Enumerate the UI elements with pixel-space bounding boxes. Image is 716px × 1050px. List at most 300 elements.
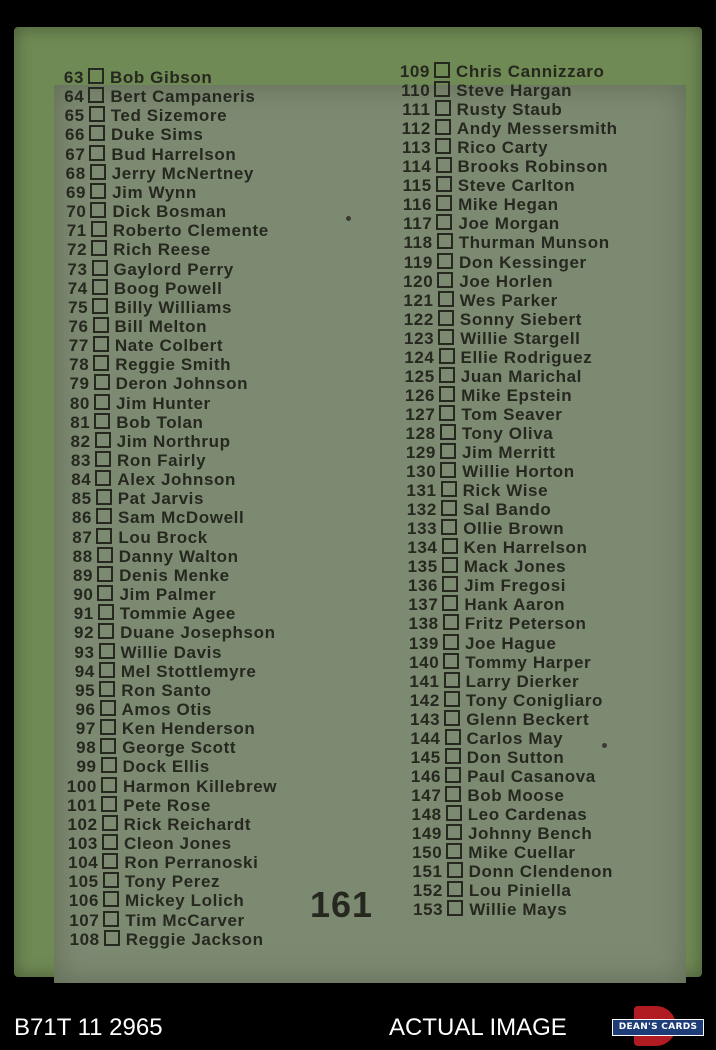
- checklist-row: [65, 757, 210, 776]
- checkbox-icon[interactable]: [100, 738, 116, 754]
- checkbox-icon[interactable]: [98, 604, 114, 620]
- checkbox-icon[interactable]: [438, 291, 454, 307]
- checkbox-icon[interactable]: [436, 214, 452, 230]
- card-num: 139: [408, 633, 439, 653]
- player-name: Bob Tolan: [116, 412, 204, 432]
- card-num: 88: [72, 546, 93, 566]
- player-name: Bob Moose: [467, 785, 565, 805]
- checkbox-icon[interactable]: [98, 623, 114, 639]
- checkbox-icon[interactable]: [95, 470, 111, 486]
- player-name: Joe Horlen: [459, 271, 554, 291]
- card-num: 115: [402, 176, 432, 196]
- checklist-row: [61, 547, 239, 566]
- card-num: 117: [403, 214, 433, 234]
- checklist-row: [52, 68, 212, 87]
- card-num: 98: [76, 738, 97, 758]
- player-name: Tommy Harper: [465, 652, 592, 672]
- checkbox-icon[interactable]: [435, 138, 451, 154]
- checkbox-icon[interactable]: [89, 106, 105, 122]
- card-num: 100: [66, 776, 97, 796]
- checkbox-icon[interactable]: [446, 824, 462, 840]
- checkbox-icon[interactable]: [443, 614, 459, 630]
- checkbox-icon[interactable]: [94, 394, 110, 410]
- player-name: Mel Stottlemyre: [120, 661, 257, 681]
- checkbox-icon[interactable]: [97, 566, 113, 582]
- player-name: Lou Brock: [118, 527, 208, 547]
- player-name: Reggie Smith: [115, 355, 232, 375]
- checkbox-icon[interactable]: [102, 834, 118, 850]
- player-name: Rico Carty: [457, 138, 549, 158]
- player-name: Jim Northrup: [116, 431, 231, 451]
- checklist-row: [399, 138, 548, 157]
- card-num: 148: [411, 804, 442, 824]
- card-num: 82: [70, 431, 91, 451]
- checklist-row: [402, 310, 582, 329]
- card-num: 96: [75, 699, 96, 719]
- checklist-row: [409, 786, 564, 805]
- card-num: 124: [404, 347, 435, 367]
- checklist-row: [404, 443, 556, 462]
- checkbox-icon[interactable]: [102, 853, 118, 869]
- checklist-row: [409, 767, 596, 786]
- checkbox-icon[interactable]: [101, 777, 117, 793]
- checkbox-icon[interactable]: [439, 367, 455, 383]
- checkbox-icon[interactable]: [445, 729, 461, 745]
- player-name: Wes Parker: [459, 290, 558, 310]
- checklist-row: [56, 260, 234, 279]
- player-name: Rick Reichardt: [123, 814, 252, 834]
- card-num: 123: [404, 328, 435, 348]
- actual-image-label: ACTUAL IMAGE: [389, 1014, 567, 1041]
- checklist-row: [406, 576, 566, 595]
- player-name: Brooks Robinson: [457, 157, 609, 177]
- card-num: 146: [410, 766, 442, 786]
- card-num: 138: [408, 614, 439, 634]
- checkbox-icon[interactable]: [437, 253, 453, 269]
- player-name: Mike Hegan: [458, 195, 559, 215]
- card-num: 87: [72, 527, 93, 547]
- checkbox-icon[interactable]: [97, 547, 113, 563]
- player-name: Duke Sims: [111, 125, 204, 145]
- checkbox-icon[interactable]: [442, 576, 458, 592]
- player-name: Ken Harrelson: [463, 538, 588, 558]
- player-name: Ollie Brown: [463, 519, 565, 539]
- player-name: Bill Melton: [114, 316, 208, 336]
- checklist-row: [408, 672, 580, 691]
- player-name: Carlos May: [466, 728, 564, 748]
- logo-text: DEAN'S CARDS: [612, 1019, 704, 1036]
- checklist-row: [407, 634, 556, 653]
- card-num: 90: [73, 585, 94, 605]
- checklist-row: [399, 100, 563, 119]
- player-name: Glenn Beckert: [466, 709, 590, 729]
- checkbox-icon[interactable]: [438, 310, 454, 326]
- checklist-row: [405, 481, 549, 500]
- player-name: Bert Campaneris: [110, 87, 256, 107]
- player-name: Rich Reese: [113, 240, 211, 260]
- checklist-row: [406, 538, 588, 557]
- checklist-row: [399, 119, 618, 138]
- player-name: Jim Fregosi: [464, 576, 567, 596]
- card-num: 77: [68, 336, 89, 356]
- checkbox-icon[interactable]: [89, 125, 105, 141]
- player-name: Willie Stargell: [460, 328, 581, 348]
- card-num: 128: [405, 423, 436, 443]
- checkbox-icon[interactable]: [90, 202, 106, 218]
- checkbox-icon[interactable]: [447, 900, 463, 916]
- player-name: Boog Powell: [113, 278, 223, 298]
- checkbox-icon[interactable]: [96, 508, 112, 524]
- checklist-row: [409, 748, 565, 767]
- checklist-row: [407, 653, 591, 672]
- player-name: Amos Otis: [121, 699, 212, 719]
- checkbox-icon[interactable]: [434, 62, 450, 78]
- checkbox-icon[interactable]: [100, 719, 116, 735]
- checklist-row: [53, 145, 236, 164]
- checklist-row: [408, 691, 603, 710]
- checkbox-icon[interactable]: [440, 424, 456, 440]
- card-num: 151: [412, 862, 443, 882]
- player-name: Pete Rose: [123, 795, 211, 815]
- player-name: Juan Marichal: [460, 366, 582, 386]
- card-num: 114: [402, 157, 432, 177]
- checkbox-icon[interactable]: [436, 157, 452, 173]
- card-num: 71: [66, 221, 87, 241]
- card-num: 84: [71, 470, 92, 490]
- checkbox-icon[interactable]: [444, 710, 460, 726]
- checklist-row: [58, 374, 248, 393]
- player-name: Don Kessinger: [459, 252, 587, 272]
- checklist-row: [411, 900, 567, 919]
- card-num: 118: [403, 233, 433, 253]
- checkbox-icon[interactable]: [444, 672, 460, 688]
- card-num: 106: [68, 891, 100, 911]
- card-num: 134: [407, 538, 438, 558]
- checkbox-icon[interactable]: [99, 681, 115, 697]
- player-name: Lou Piniella: [468, 881, 572, 901]
- checkbox-icon[interactable]: [92, 260, 108, 276]
- card-num: 72: [67, 240, 88, 260]
- checklist-row: [65, 796, 211, 815]
- checkbox-icon[interactable]: [88, 87, 104, 103]
- cert-id: B71T 11 2965: [14, 1014, 163, 1041]
- deans-cards-logo: [612, 1006, 702, 1046]
- player-name: Danny Walton: [118, 546, 239, 566]
- player-name: Ron Fairly: [117, 451, 207, 470]
- checkbox-icon[interactable]: [445, 786, 461, 802]
- card-num: 141: [409, 671, 440, 691]
- card-num: 110: [401, 81, 431, 101]
- player-name: Rick Wise: [462, 481, 549, 501]
- checklist-row: [59, 470, 236, 489]
- checklist-row: [410, 824, 592, 843]
- checklist-row: [411, 862, 613, 881]
- player-name: Tony Perez: [124, 872, 221, 892]
- checklist-row: [64, 700, 212, 719]
- checkbox-icon[interactable]: [93, 355, 109, 371]
- player-name: Mike Epstein: [461, 385, 573, 405]
- card-num: 75: [68, 297, 89, 317]
- player-name: Dick Bosman: [112, 202, 227, 222]
- checklist-row: [64, 719, 255, 738]
- player-name: Johnny Bench: [468, 824, 593, 843]
- card-num: 131: [406, 481, 437, 501]
- card-num: 93: [74, 642, 95, 662]
- player-name: Duane Josephson: [120, 623, 276, 643]
- checklist-row: [57, 355, 231, 374]
- card-num: 149: [411, 824, 442, 843]
- checkbox-icon[interactable]: [103, 891, 119, 907]
- checklist-row: [64, 738, 236, 757]
- checkbox-icon[interactable]: [89, 145, 105, 161]
- checklist-row: [400, 214, 559, 233]
- checklist-row: [402, 329, 580, 348]
- card-num: 121: [403, 290, 434, 310]
- player-name: Willie Mays: [469, 900, 568, 920]
- checkbox-icon[interactable]: [90, 183, 106, 199]
- player-name: Ron Perranoski: [124, 853, 259, 873]
- checkbox-icon[interactable]: [94, 374, 110, 390]
- checkbox-icon[interactable]: [447, 881, 463, 897]
- card-num: 66: [64, 125, 86, 145]
- player-name: Nate Colbert: [114, 336, 224, 356]
- checklist-row: [63, 662, 257, 681]
- checklist-row: [407, 614, 587, 633]
- checkbox-icon[interactable]: [90, 164, 106, 180]
- card-num: 119: [403, 252, 433, 272]
- card-number: 161: [310, 884, 374, 925]
- checklist-row: [68, 930, 264, 949]
- card-num: 68: [65, 163, 86, 183]
- checkbox-icon[interactable]: [96, 528, 112, 544]
- checklist-row: [405, 500, 552, 519]
- checkbox-icon[interactable]: [435, 100, 451, 116]
- checkbox-icon[interactable]: [446, 843, 462, 859]
- checkbox-icon[interactable]: [443, 634, 459, 650]
- checkbox-icon[interactable]: [442, 538, 458, 554]
- checkbox-icon[interactable]: [434, 81, 450, 97]
- player-name: Roberto Clemente: [112, 221, 269, 241]
- checklist-row: [66, 815, 251, 834]
- checklist-row: [411, 881, 572, 900]
- checkbox-icon[interactable]: [94, 413, 110, 429]
- card-num: 107: [69, 910, 100, 930]
- player-name: Joe Morgan: [458, 214, 560, 234]
- checkbox-icon[interactable]: [442, 557, 458, 573]
- checklist-row: [410, 843, 575, 862]
- checkbox-icon[interactable]: [440, 443, 456, 459]
- checklist-row: [62, 623, 275, 642]
- checklist-row: [398, 81, 572, 100]
- checklist-row: [400, 195, 558, 214]
- checkbox-icon[interactable]: [101, 796, 117, 812]
- player-name: Jim Wynn: [112, 182, 197, 202]
- player-name: Bob Gibson: [110, 68, 213, 87]
- player-name: Gaylord Perry: [113, 259, 234, 279]
- card-num: 144: [410, 728, 441, 748]
- checklist-row: [63, 643, 223, 662]
- card-num: 94: [74, 661, 95, 681]
- checklist-row: [55, 240, 211, 259]
- card-num: 130: [406, 462, 437, 482]
- player-name: Mickey Lolich: [125, 891, 245, 911]
- checklist-row: [54, 183, 197, 202]
- player-name: Donn Clendenon: [468, 862, 613, 882]
- player-name: Mack Jones: [463, 557, 567, 577]
- card-num: 79: [69, 374, 90, 394]
- checklist-row: [400, 176, 575, 195]
- player-name: Steve Hargan: [456, 81, 573, 101]
- card-num: 86: [71, 508, 93, 528]
- checkbox-icon[interactable]: [104, 930, 120, 946]
- player-name: Sam McDowell: [118, 508, 245, 528]
- player-name: Jim Merritt: [462, 443, 556, 462]
- checkbox-icon[interactable]: [97, 585, 113, 601]
- checklist-row: [66, 853, 258, 872]
- checkbox-icon[interactable]: [92, 298, 108, 314]
- player-name: Steve Carlton: [457, 176, 576, 196]
- checklist-row: [403, 367, 582, 386]
- checkbox-icon[interactable]: [99, 643, 115, 659]
- checkbox-icon[interactable]: [91, 221, 107, 237]
- card-num: 152: [412, 881, 443, 901]
- checkbox-icon[interactable]: [441, 500, 457, 516]
- player-name: Harmon Killebrew: [122, 776, 278, 796]
- card-num: 120: [403, 271, 434, 291]
- checkbox-icon[interactable]: [435, 119, 451, 135]
- checkbox-icon[interactable]: [440, 462, 456, 478]
- player-name: Alex Johnson: [117, 470, 237, 490]
- card-num: 73: [67, 259, 88, 279]
- checklist-row: [67, 872, 220, 891]
- checkbox-icon[interactable]: [445, 767, 461, 783]
- player-name: Hank Aaron: [464, 595, 566, 615]
- card-num: 153: [413, 900, 444, 920]
- checklist-row: [60, 508, 244, 527]
- checklist-row: [402, 291, 558, 310]
- card-num: 143: [410, 709, 441, 729]
- checkbox-icon[interactable]: [95, 451, 111, 467]
- checkbox-icon[interactable]: [100, 700, 116, 716]
- checkbox-icon[interactable]: [441, 481, 457, 497]
- checkbox-icon[interactable]: [99, 662, 115, 678]
- card-num: 140: [409, 652, 440, 672]
- player-name: Willie Davis: [120, 642, 223, 662]
- player-name: Sal Bando: [462, 500, 552, 520]
- checklist-row: [400, 157, 609, 176]
- card-num: 76: [68, 316, 89, 336]
- card-num: 101: [67, 795, 98, 815]
- checklist-row: [60, 489, 204, 508]
- player-name: Deron Johnson: [115, 374, 249, 394]
- checkbox-icon[interactable]: [103, 872, 119, 888]
- card-num: 112: [401, 119, 431, 139]
- player-name: Ken Henderson: [121, 719, 256, 739]
- card-num: 109: [399, 62, 430, 81]
- card-num: 116: [402, 195, 433, 215]
- print-speck: [602, 743, 607, 748]
- player-name: Jim Palmer: [119, 585, 217, 605]
- checkbox-icon[interactable]: [436, 176, 452, 192]
- checkbox-icon[interactable]: [103, 911, 119, 927]
- checkbox-icon[interactable]: [93, 336, 109, 352]
- checkbox-icon[interactable]: [439, 405, 455, 421]
- player-name: Ellie Rodriguez: [460, 347, 593, 367]
- checkbox-icon[interactable]: [101, 757, 117, 773]
- checklist-row: [410, 805, 588, 824]
- checkbox-icon[interactable]: [443, 653, 459, 669]
- checkbox-icon[interactable]: [437, 233, 453, 249]
- player-name: George Scott: [122, 738, 237, 758]
- player-name: Ron Santo: [121, 680, 212, 700]
- card-num: 81: [70, 412, 91, 432]
- card-num: 63: [63, 68, 84, 87]
- checkbox-icon[interactable]: [95, 432, 111, 448]
- checkbox-icon[interactable]: [442, 595, 458, 611]
- checkbox-icon[interactable]: [447, 862, 463, 878]
- player-name: Tim McCarver: [125, 910, 245, 930]
- card-num: 113: [401, 138, 432, 158]
- checkbox-icon[interactable]: [91, 240, 107, 256]
- checklist-row: [67, 891, 244, 910]
- checkbox-icon[interactable]: [439, 386, 455, 402]
- card-num: 102: [67, 814, 98, 834]
- player-name: Thurman Munson: [458, 233, 610, 253]
- checklist-row: [404, 424, 554, 443]
- checkbox-icon[interactable]: [437, 272, 453, 288]
- checklist-row: [62, 604, 236, 623]
- checklist-row: [59, 451, 206, 470]
- card-num: 105: [68, 872, 99, 892]
- checkbox-icon[interactable]: [96, 489, 112, 505]
- player-name: Pat Jarvis: [117, 489, 205, 509]
- checklist-row: [65, 777, 277, 796]
- checkbox-icon[interactable]: [438, 329, 454, 345]
- player-name: Tony Conigliaro: [465, 690, 604, 710]
- checkbox-icon[interactable]: [436, 195, 452, 211]
- card-num: 65: [64, 106, 85, 126]
- player-name: Reggie Jackson: [125, 929, 264, 949]
- checkbox-icon[interactable]: [446, 805, 462, 821]
- card-num: 132: [406, 500, 437, 520]
- card-num: 145: [410, 747, 441, 767]
- checkbox-icon[interactable]: [102, 815, 118, 831]
- checkbox-icon[interactable]: [88, 68, 104, 84]
- card-num: 129: [405, 443, 436, 462]
- checklist-row: [57, 317, 208, 336]
- checkbox-icon[interactable]: [444, 691, 460, 707]
- checklist-row: [401, 272, 553, 291]
- card-num: 80: [69, 393, 90, 413]
- checkbox-icon[interactable]: [445, 748, 461, 764]
- card-num: 89: [72, 565, 94, 585]
- card-num: 70: [66, 202, 87, 222]
- player-name: Chris Cannizzaro: [456, 62, 605, 81]
- checkbox-icon[interactable]: [93, 317, 109, 333]
- card-num: 150: [412, 843, 443, 863]
- card-num: 137: [408, 595, 439, 615]
- player-name: Billy Williams: [114, 297, 233, 317]
- card-num: 95: [75, 680, 96, 700]
- checkbox-icon[interactable]: [439, 348, 455, 364]
- checklist-row: [403, 348, 593, 367]
- checkbox-icon[interactable]: [441, 519, 457, 535]
- card-num: 85: [71, 489, 92, 509]
- card-num: 78: [69, 355, 90, 375]
- card-num: 64: [64, 87, 85, 107]
- checklist-row: [63, 681, 211, 700]
- checkbox-icon[interactable]: [92, 279, 108, 295]
